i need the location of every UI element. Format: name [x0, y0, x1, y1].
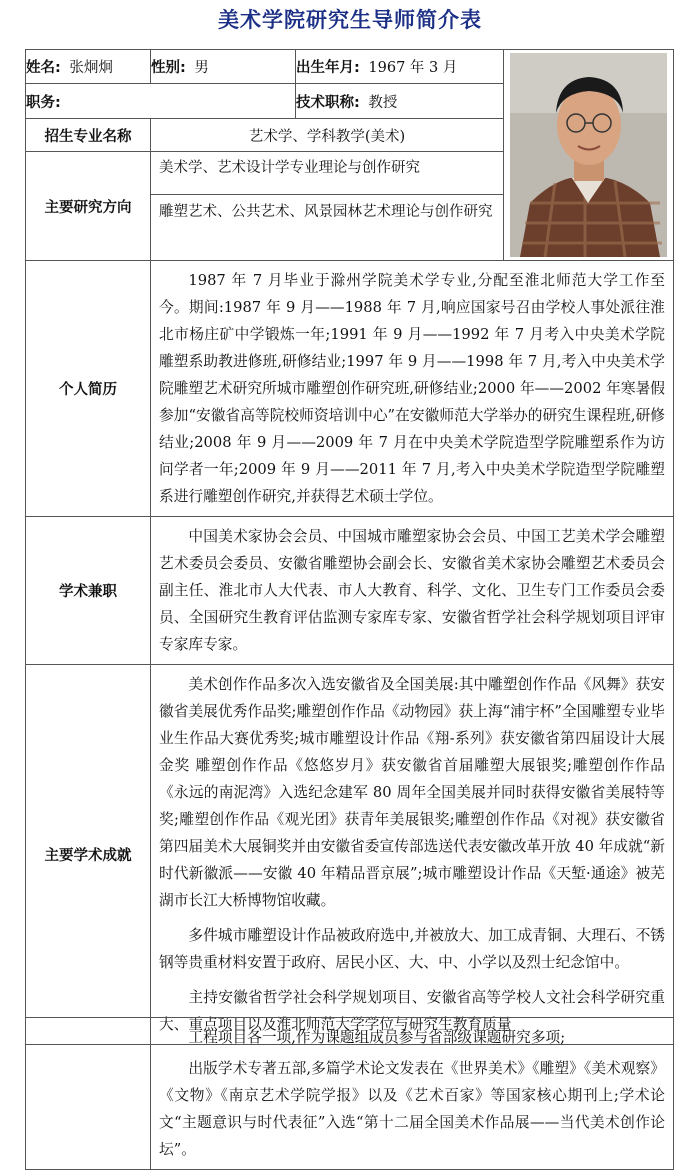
- page-title: 美术学院研究生导师简介表: [218, 7, 482, 32]
- duty-cell: [26, 84, 296, 118]
- direction-item: 美术学、艺术设计学专业理论与创作研究: [151, 152, 503, 195]
- direction-value-cell: [151, 152, 504, 261]
- photo-cell: [504, 50, 674, 261]
- direction-label: 主要研究方向: [44, 199, 132, 216]
- name-value: 张炯炯: [69, 60, 113, 77]
- achievements-label: 主要学术成就: [44, 848, 132, 864]
- continuation-paragraph: 工程项目各一项,作为课题组成员参与省部级课题研究多项;: [188, 1029, 566, 1046]
- rank-value: 教授: [368, 94, 398, 111]
- gender-value: 男: [194, 60, 209, 77]
- major-label-cell: [26, 118, 151, 151]
- gender-label: 性别:: [151, 60, 186, 77]
- major-label: 招生专业名称: [44, 128, 132, 145]
- continuation-table: [25, 1017, 674, 1170]
- achievement-paragraph: 多件城市雕塑设计作品被政府选中,并被放大、加工成青铜、大理石、不锈钢等贵重材料安置于政府、居民小区、大、中、小学以及烈士纪念馆中。: [159, 927, 665, 971]
- name-cell: [26, 50, 151, 84]
- rank-cell: [296, 84, 504, 118]
- resume-label-cell: [26, 261, 151, 517]
- achievement-paragraph: 美术创作作品多次入选安徽省及全国美展:其中雕塑创作作品《风舞》获安徽省美展优秀作品奖;雕塑创作作品《动物园》获上海“浦宇杯”全国雕塑专业毕业生作品大赛优秀奖;城市雕塑设计作品《翔-系列》获安徽省第四届设计大展金奖 雕塑创作作品《悠悠岁月》获安徽省首届雕塑大展银奖;雕塑创作作品《永远的南泥湾》入选纪念建军 80 周年全国美展并同时获得安徽省美展特等奖;雕塑创作作品《观光团》获青年美展银奖;雕塑创作作品《对视》获安徽省第四届美术大展铜奖并由安徽省委宣传部选送代表安徽改革开放 40 年成就“新时代新徽派——安徽 40 年精品晋京展”;城市雕塑设计作品《天堑·通途》被芜湖市长江大桥博物馆收藏。: [159, 676, 665, 909]
- duty-label: 职务:: [26, 94, 61, 111]
- birth-value: 1967 年 3 月: [368, 60, 458, 77]
- academic-value-cell: [151, 517, 674, 665]
- academic-label-cell: [26, 517, 151, 665]
- direction-item: 雕塑艺术、公共艺术、风景园林艺术理论与创作研究: [159, 204, 493, 221]
- birth-label: 出生年月:: [296, 60, 360, 77]
- resume-label: 个人简历: [59, 382, 117, 398]
- major-value: 艺术学、学科教学(美术): [248, 128, 406, 145]
- achievement-paragraph: 主持安徽省哲学社会科学规划项目、安徽省高等学校人文社会科学研究重大、重点项目以及淮北师范大学学位与研究生教育质量: [159, 989, 665, 1033]
- major-value-cell: [151, 118, 504, 151]
- birth-cell: [296, 50, 504, 84]
- gender-cell: [151, 50, 296, 84]
- achievements-value-cell: [151, 665, 674, 1045]
- continuation-label-cell: [26, 1018, 151, 1170]
- profile-table: [25, 49, 674, 1045]
- continuation-paragraph: 出版学术专著五部,多篇学术论文发表在《世界美术》《雕塑》《美术观察》《文物》《南京艺术学院学报》以及《艺术百家》等国家核心期刊上;学术论文“主题意识与时代表征”入选“第十二届全国美术作品展——当代美术创作论坛”。: [159, 1060, 665, 1158]
- academic-text: 中国美术家协会会员、中国城市雕塑家协会会员、中国工艺美术学会雕塑艺术委员会委员、安徽省雕塑协会副会长、安徽省美术家协会雕塑艺术委员会副主任、淮北市人大代表、市人大教育、科学、文化、卫生专门工作委员会委员、全国研究生教育评估监测专家库专家、安徽省哲学社会科学规划项目评审专家库专家。: [159, 528, 665, 653]
- rank-label: 技术职称:: [296, 94, 360, 111]
- achievements-label-cell: [26, 665, 151, 1045]
- portrait-image: [510, 53, 667, 257]
- resume-value-cell: [151, 261, 674, 517]
- resume-text: 1987 年 7 月毕业于滁州学院美术学专业,分配至淮北师范大学工作至今。期间:1987 年 9 月——1988 年 7 月,响应国家号召由学校人事处派往淮北市杨庄矿中学锻炼一年;1991 年 9 月——1992 年 7 月考入中央美术学院雕塑系助教进修班,研修结业;1997 年 9 月——1998 年 7 月,考入中央美术学院雕塑艺术研究所城市雕塑创作研究班,研修结业;2000 年——2002 年寒暑假参加“安徽省高等院校师资培训中心”在安徽师范大学举办的研究生课程班,研修结业;2008 年 9 月——2009 年 7 月在中央美术学院造型学院雕塑系作为访问学者一年;2009 年 9 月——2011 年 7 月,考入中央美术学院造型学院雕塑系进行雕塑创作研究,并获得艺术硕士学位。: [159, 272, 665, 505]
- direction-label-cell: [26, 152, 151, 261]
- portrait-photo: [510, 53, 667, 257]
- academic-label: 学术兼职: [59, 584, 117, 600]
- name-label: 姓名:: [26, 60, 61, 77]
- continuation-value-cell: [151, 1018, 674, 1170]
